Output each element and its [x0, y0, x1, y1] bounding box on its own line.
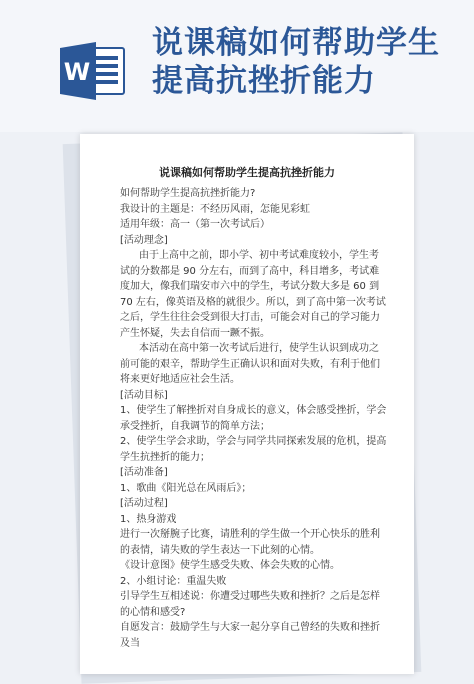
document-paragraph: [活动理念] — [120, 234, 168, 246]
header-banner — [0, 0, 474, 132]
document-paragraph: [活动过程] — [120, 498, 168, 509]
document-paragraph: 1、使学生了解挫折对自身成长的意义，体会感受挫折，学会承受挫折，自我调节的简单方法； — [120, 405, 387, 432]
document-paragraph: 2、小组讨论：重温失败 — [120, 575, 227, 587]
document-page — [80, 134, 414, 674]
document-paragraph: 1、热身游戏 — [120, 513, 177, 525]
document-paragraph: 本活动在高中第一次考试后进行，使学生认识到成功之前可能的艰辛，帮助学生正确认识和面对失败，有利于他们将来更好地适应社会生活。 — [120, 343, 380, 385]
page-headline: 说课稿如何帮助学生提高抗挫折能力 — [152, 25, 440, 99]
document-paragraph: 适用年级：高一（第一次考试后） — [120, 219, 270, 230]
document-paragraph: 我设计的主题是：不经历风雨，怎能见彩虹 — [120, 203, 310, 215]
document-body — [120, 186, 388, 651]
document-paragraph: [活动目标] — [120, 389, 168, 401]
document-paragraph: 自愿发言：鼓励学生与大家一起分享自己曾经的失败和挫折及当 — [120, 622, 380, 649]
document-paragraph: 1、歌曲《阳光总在风雨后》； — [120, 482, 252, 494]
document-paragraph: 进行一次掰腕子比赛，请胜利的学生做一个开心快乐的胜利的表情，请失败的学生表达一下此刻的心情。 — [120, 529, 380, 556]
document-paragraph: 如何帮助学生提高抗挫折能力? — [120, 188, 256, 199]
word-document-icon — [60, 42, 126, 100]
document-paragraph: 2、使学生学会求助，学会与同学共同探索发展的危机，提高学生抗挫折的能力； — [120, 436, 387, 463]
document-title: 说课稿如何帮助学生提高抗挫折能力 — [159, 166, 335, 179]
document-paragraph: [活动准备] — [120, 467, 168, 478]
svg-text:W: W — [63, 58, 91, 86]
document-paragraph: 由于上高中之前，即小学、初中考试难度较小，学生考试的分数都是 90 分左右，而到了高中，科目增多，考试难度加大，像我们瑞安市六中的学生，考试分数大多是 60 到 70 左右，像英语及格的就很少。所以，到了高中第一次考试之后，学生往往会受到很大打击，可能会对自己的学习能力产生怀疑，失去自信而一蹶不振。 — [120, 250, 386, 339]
document-paragraph: 《设计意图》使学生感受失败、体会失败的心情。 — [120, 560, 340, 571]
document-paragraph: 引导学生互相述说：你遭受过哪些失败和挫折？之后是怎样的心情和感受? — [120, 591, 380, 618]
